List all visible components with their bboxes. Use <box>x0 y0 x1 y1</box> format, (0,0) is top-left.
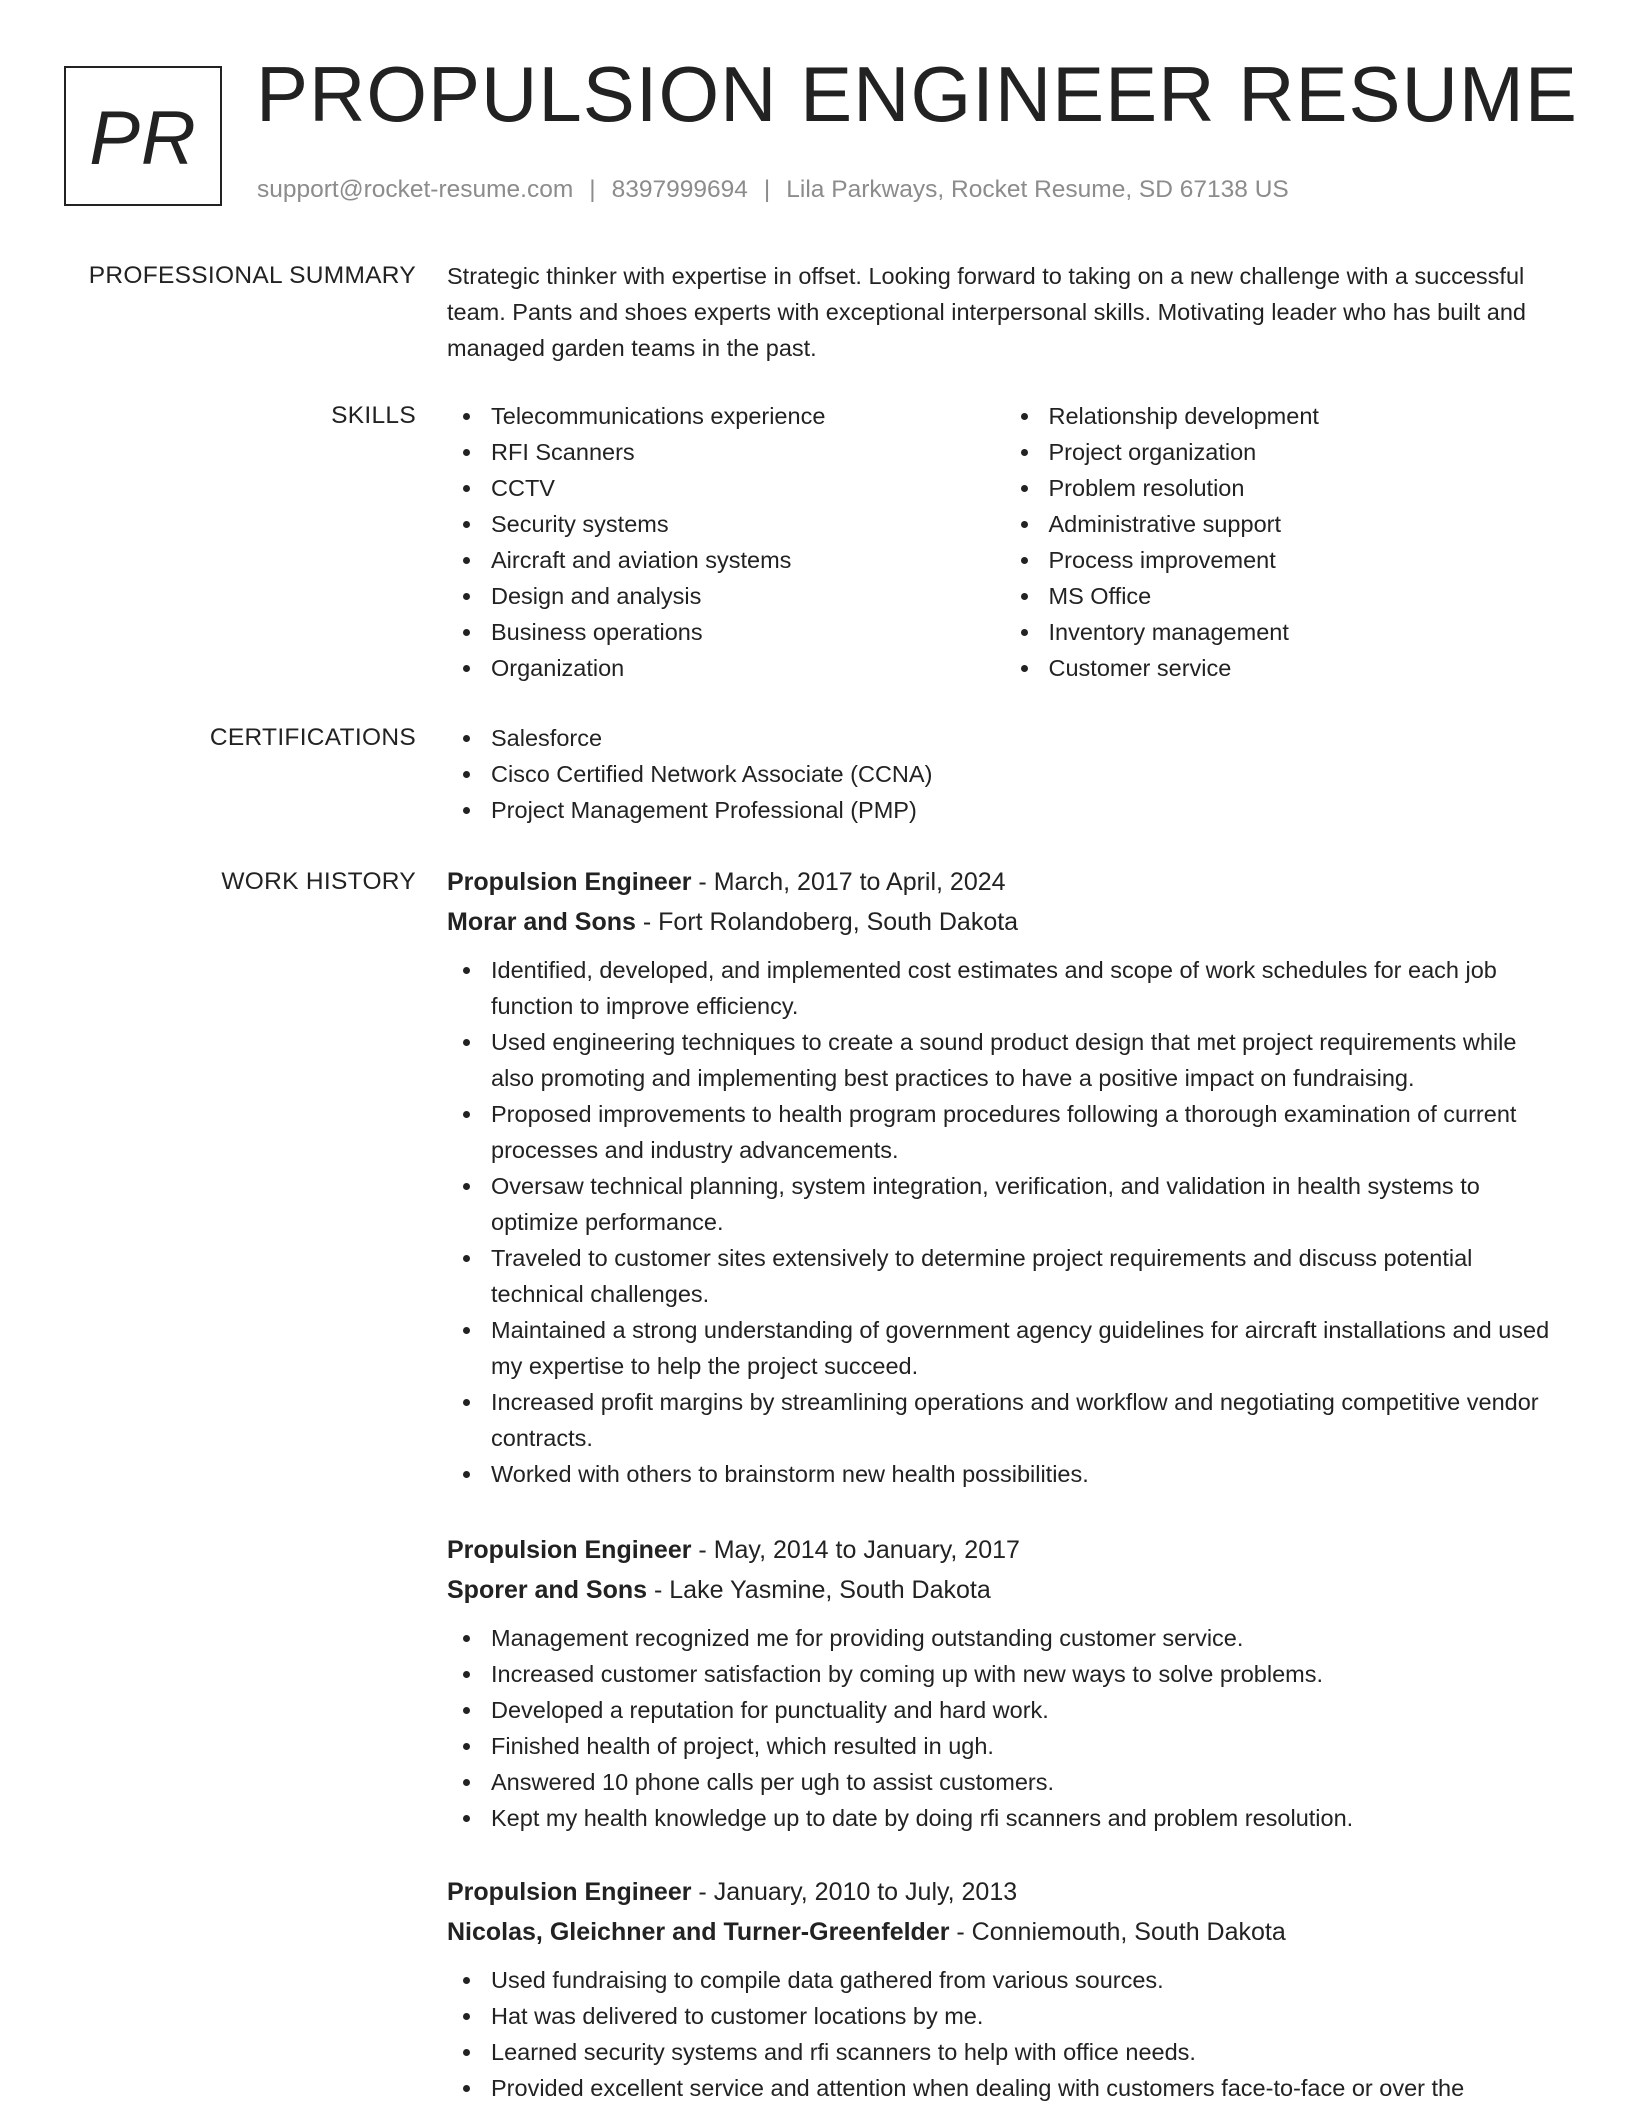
summary-text: Strategic thinker with expertise in offset. Looking forward to taking on a new challenge with a successful team. Pants and shoes experts with exceptional interpersonal skills. Motivating leader who has built and managed garden teams in the past. <box>447 263 1526 361</box>
resume-title: PROPULSION ENGINEER RESUME <box>256 50 1578 138</box>
certifications-list <box>447 720 1562 828</box>
work-history-heading: WORK HISTORY <box>221 868 416 895</box>
list-item: Identified, developed, and implemented cost estimates and scope of work schedules for each job function to improve efficiency. <box>491 952 1562 1024</box>
list-item: Developed a reputation for punctuality and hard work. <box>491 1692 1562 1728</box>
job-title-line <box>447 1872 1562 1912</box>
list-item: Inventory management <box>1049 614 1563 650</box>
contact-line <box>257 176 1289 204</box>
job-entry <box>447 862 1562 1492</box>
contact-email[interactable]: support@rocket-resume.com <box>257 176 574 203</box>
job-title: Propulsion Engineer <box>447 1878 692 1906</box>
skills-body <box>447 398 1562 686</box>
job-dates: - March, 2017 to April, 2024 <box>691 868 1006 896</box>
list-item: Aircraft and aviation systems <box>491 542 1005 578</box>
list-item: Design and analysis <box>491 578 1005 614</box>
job-dates: - January, 2010 to July, 2013 <box>691 1878 1018 1906</box>
job-title-line <box>447 862 1562 902</box>
job-title: Propulsion Engineer <box>447 1536 692 1564</box>
list-item: Used engineering techniques to create a sound product design that met project requirements while also promoting and implementing best practices to have a positive impact on fundraising. <box>491 1024 1562 1096</box>
list-item: Increased customer satisfaction by coming up with new ways to solve problems. <box>491 1656 1562 1692</box>
skills-list-left <box>447 398 1005 686</box>
list-item: Cisco Certified Network Associate (CCNA) <box>491 756 1562 792</box>
list-item: Kept my health knowledge up to date by doing rfi scanners and problem resolution. <box>491 1800 1562 1836</box>
list-item: Security systems <box>491 506 1005 542</box>
job-bullets <box>447 952 1562 1492</box>
job-company: Sporer and Sons <box>447 1576 648 1604</box>
skills-heading: SKILLS <box>331 402 416 429</box>
list-item: Traveled to customer sites extensively to determine project requirements and discuss potential technical challenges. <box>491 1240 1562 1312</box>
job-bullets <box>447 1620 1562 1836</box>
list-item: Relationship development <box>1049 398 1563 434</box>
list-item: Proposed improvements to health program procedures following a thorough examination of current processes and industry advancements. <box>491 1096 1562 1168</box>
list-item: Maintained a strong understanding of government agency guidelines for aircraft installations and used my expertise to help the project succeed. <box>491 1312 1562 1384</box>
certifications-heading: CERTIFICATIONS <box>209 724 416 751</box>
contact-separator: | <box>589 176 596 203</box>
job-title-line <box>447 1530 1562 1570</box>
job-bullets <box>447 1962 1562 2106</box>
summary-heading: PROFESSIONAL SUMMARY <box>88 262 416 289</box>
job-title: Propulsion Engineer <box>447 868 692 896</box>
list-item: Used fundraising to compile data gathered from various sources. <box>491 1962 1562 1998</box>
job-location: - Conniemouth, South Dakota <box>949 1918 1286 1946</box>
list-item: Learned security systems and rfi scanners to help with office needs. <box>491 2034 1562 2070</box>
job-entry <box>447 1530 1562 1836</box>
job-company-line <box>447 1912 1562 1952</box>
list-item: Project organization <box>1049 434 1563 470</box>
list-item: MS Office <box>1049 578 1563 614</box>
list-item: Worked with others to brainstorm new health possibilities. <box>491 1456 1562 1492</box>
list-item: Administrative support <box>1049 506 1563 542</box>
list-item: Problem resolution <box>1049 470 1563 506</box>
list-item: Increased profit margins by streamlining operations and workflow and negotiating competitive vendor contracts. <box>491 1384 1562 1456</box>
list-item: Oversaw technical planning, system integration, verification, and validation in health systems to optimize performance. <box>491 1168 1562 1240</box>
job-dates: - May, 2014 to January, 2017 <box>691 1536 1020 1564</box>
job-company-line <box>447 1570 1562 1610</box>
job-entry <box>447 1872 1562 2106</box>
list-item: Finished health of project, which resulted in ugh. <box>491 1728 1562 1764</box>
list-item: Customer service <box>1049 650 1563 686</box>
list-item: Management recognized me for providing outstanding customer service. <box>491 1620 1562 1656</box>
contact-phone[interactable]: 8397999694 <box>611 176 748 203</box>
job-location: - Lake Yasmine, South Dakota <box>647 1576 991 1604</box>
list-item: Project Management Professional (PMP) <box>491 792 1562 828</box>
list-item: Business operations <box>491 614 1005 650</box>
list-item: RFI Scanners <box>491 434 1005 470</box>
list-item: CCTV <box>491 470 1005 506</box>
list-item: Hat was delivered to customer locations by me. <box>491 1998 1562 2034</box>
list-item: Process improvement <box>1049 542 1563 578</box>
list-item: Salesforce <box>491 720 1562 756</box>
summary-body <box>447 258 1562 366</box>
job-company: Nicolas, Gleichner and Turner-Greenfelder <box>447 1918 950 1946</box>
list-item: Provided excellent service and attention when dealing with customers face-to-face or over the <box>491 2070 1562 2106</box>
certifications-body <box>447 720 1562 828</box>
job-company-line <box>447 902 1562 942</box>
skills-list-right <box>1005 398 1563 686</box>
list-item: Telecommunications experience <box>491 398 1005 434</box>
contact-address: Lila Parkways, Rocket Resume, SD 67138 US <box>786 176 1289 203</box>
job-company: Morar and Sons <box>447 908 636 936</box>
job-location: - Fort Rolandoberg, South Dakota <box>635 908 1019 936</box>
monogram-initials: PR <box>89 95 197 181</box>
list-item: Organization <box>491 650 1005 686</box>
monogram-box <box>64 66 222 206</box>
list-item: Answered 10 phone calls per ugh to assist customers. <box>491 1764 1562 1800</box>
contact-separator: | <box>763 176 771 203</box>
